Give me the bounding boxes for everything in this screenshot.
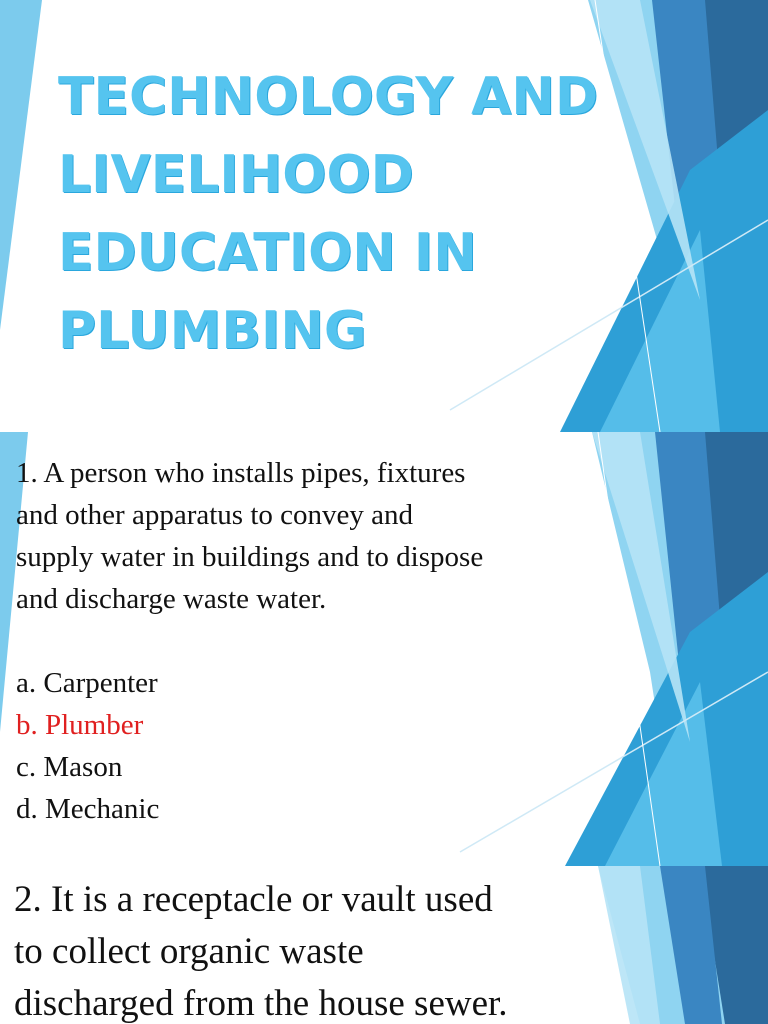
title-slide (0, 0, 768, 432)
question-line: to collect organic waste (14, 931, 364, 972)
choice-b-correct: b. Plumber (16, 709, 144, 741)
title-line-2: LIVELIHOOD (58, 145, 414, 205)
choice-d: d. Mechanic (16, 793, 160, 825)
choice-c: c. Mason (16, 751, 123, 783)
title-line-3: EDUCATION IN (58, 223, 477, 283)
question-line: 1. A person who installs pipes, fixtures (16, 457, 466, 489)
question-line: supply water in buildings and to dispose (16, 541, 484, 573)
question-2-text (14, 874, 508, 1024)
choice-a: a. Carpenter (16, 667, 158, 699)
question-line: and discharge waste water. (16, 583, 327, 615)
title-line-4: PLUMBING (58, 301, 367, 361)
slide-title (58, 58, 598, 370)
question-1-text (16, 452, 596, 620)
question-line: discharged from the house sewer. (14, 983, 508, 1024)
question-line: 2. It is a receptacle or vault used (14, 879, 493, 920)
question-line: and other apparatus to convey and (16, 499, 413, 531)
answer-choices (16, 662, 159, 830)
title-line-1: TECHNOLOGY AND (58, 67, 599, 127)
question-2-slide (0, 866, 768, 1024)
question-1-slide (0, 432, 768, 866)
